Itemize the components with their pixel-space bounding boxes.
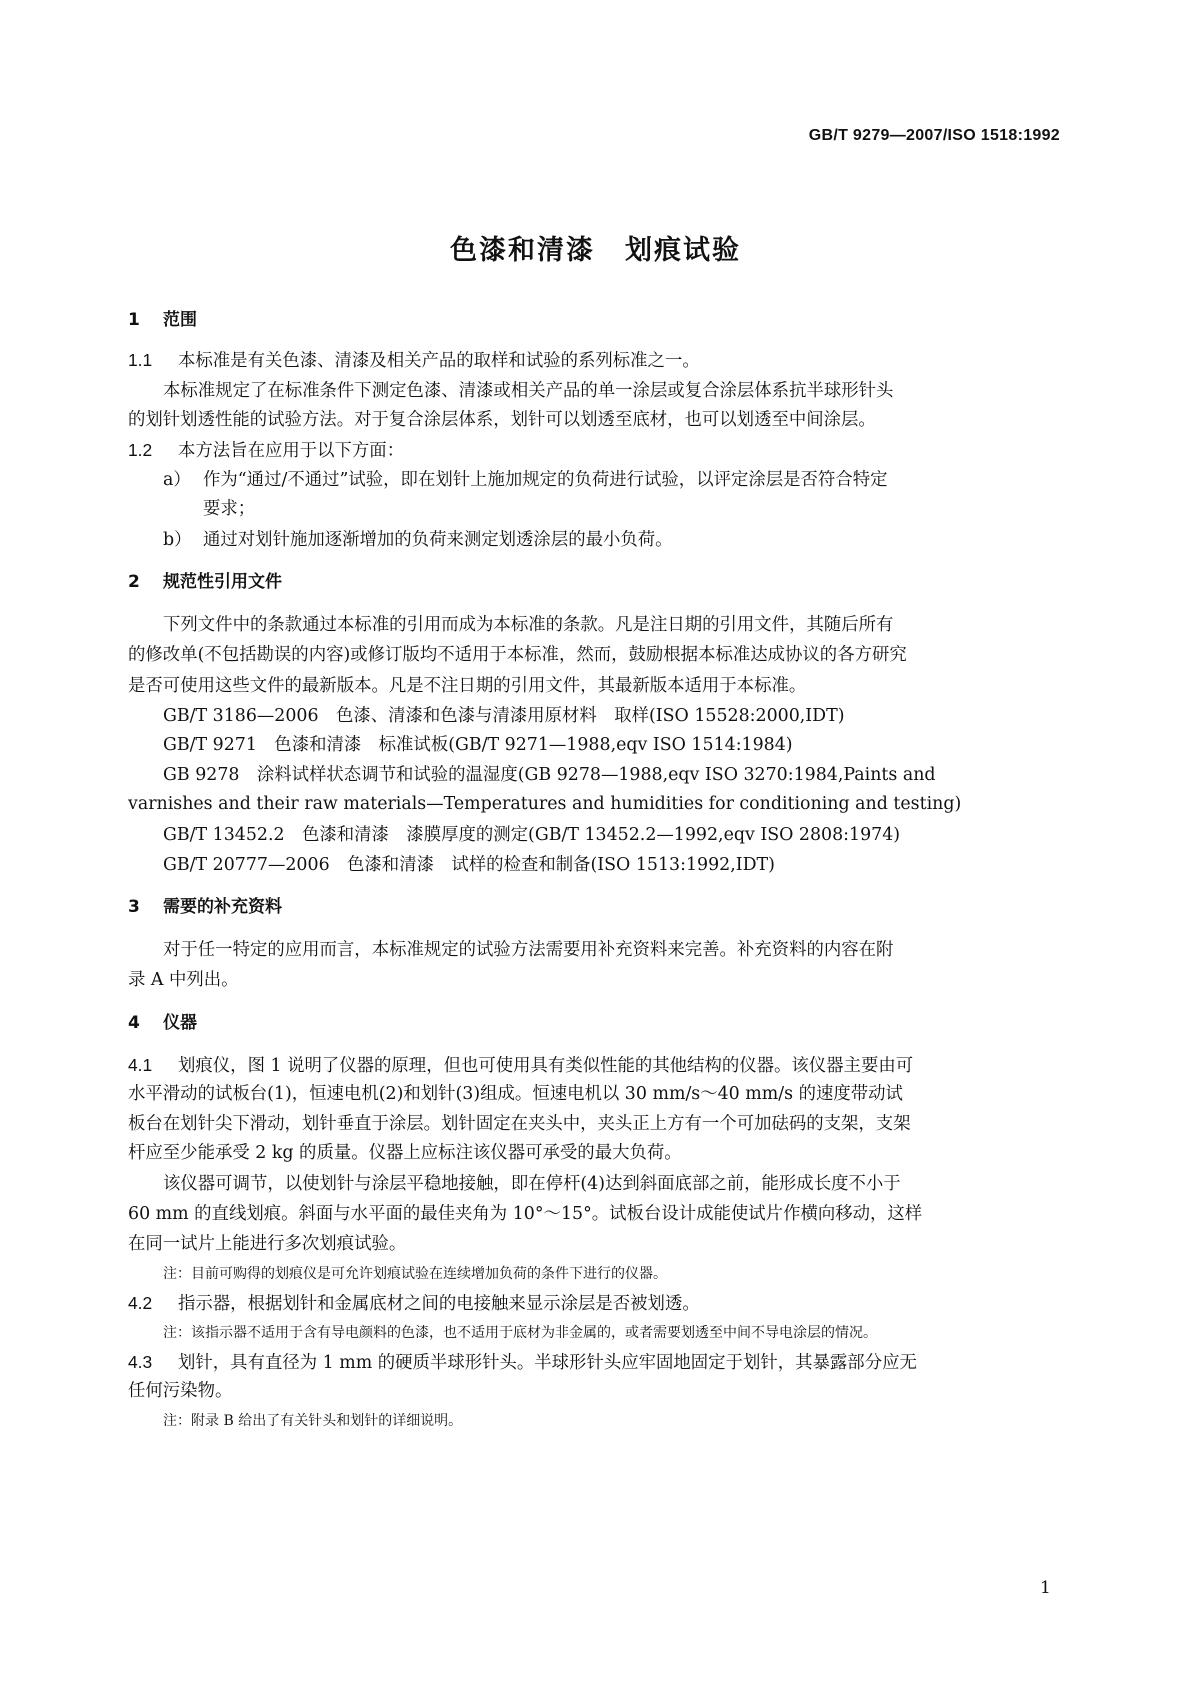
list-item-a (163, 470, 888, 490)
section-number: 4 (128, 1013, 140, 1033)
item-text: 作为“通过/不通过”试验，即在划针上施加规定的负荷进行试验，以评定涂层是否符合特定 (203, 470, 888, 490)
section-title: 规范性引用文件 (163, 572, 282, 592)
note: 注：目前可购得的划痕仪是可允许划痕试验在连续增加负荷的条件下进行的仪器。 (163, 1266, 667, 1282)
document-title (0, 228, 1191, 267)
paragraph-line: 在同一试片上能进行多次划痕试验。 (128, 1234, 407, 1254)
page-number: 1 (1040, 1578, 1051, 1598)
reference-item: GB/T 13452.2 色漆和清漆 漆膜厚度的测定(GB/T 13452.2—1992,eqv ISO 2808:1974) (163, 825, 901, 845)
section-title: 范围 (163, 310, 197, 330)
paragraph-line: 板台在划针尖下滑动，划针垂直于涂层。划针固定在夹头中，夹头正上方有一个可加砝码的支架，支架 (128, 1114, 911, 1134)
title-part1: 色漆和清漆 (450, 235, 595, 266)
paragraph-line: 水平滑动的试板台(1)，恒速电机(2)和划针(3)组成。恒速电机以 30 mm/s～40 mm/s 的速度带动试 (128, 1084, 903, 1104)
paragraph-line: 对于任一特定的应用而言，本标准规定的试验方法需要用补充资料来完善。补充资料的内容在附 (163, 940, 894, 960)
paragraph-line: 的修改单(不包括勘误的内容)或修订版均不适用于本标准，然而，鼓励根据本标准达成协议的各方研究 (128, 645, 907, 665)
reference-item: GB/T 3186—2006 色漆、清漆和色漆与清漆用原材料 取样(ISO 15528:2000,IDT) (163, 706, 845, 726)
section-title: 仪器 (163, 1013, 197, 1033)
clause-number: 4.1 (128, 1055, 153, 1075)
title-part2: 划痕试验 (625, 235, 741, 266)
clause-number: 4.2 (128, 1293, 153, 1313)
reference-item: GB/T 20777—2006 色漆和清漆 试样的检查和制备(ISO 1513:1992,IDT) (163, 855, 775, 875)
section-number: 2 (128, 572, 140, 592)
section-4-heading (128, 1013, 197, 1033)
section-number: 3 (128, 897, 140, 917)
note: 注：附录 B 给出了有关针头和划针的详细说明。 (163, 1413, 463, 1429)
paragraph-line: 60 mm 的直线划痕。斜面与水平面的最佳夹角为 10°～15°。试板台设计成能使试片作横向移动，这样 (128, 1204, 923, 1224)
clause-number: 1.1 (128, 350, 153, 370)
section-1-heading (128, 310, 197, 330)
section-number: 1 (128, 310, 140, 330)
paragraph-line: 下列文件中的条款通过本标准的引用而成为本标准的条款。凡是注日期的引用文件，其随后所有 (163, 615, 894, 635)
standard-code: GB/T 9279—2007/ISO 1518:1992 (808, 127, 1060, 144)
clause-text: 本方法旨在应用于以下方面： (178, 441, 405, 461)
clause-1-1 (128, 350, 700, 371)
clause-1-2 (128, 440, 404, 461)
clause-number: 4.3 (128, 1352, 153, 1372)
section-2-heading (128, 572, 282, 592)
item-marker: a） (163, 470, 191, 490)
paragraph-line: 的划针划透性能的试验方法。对于复合涂层体系，划针可以划透至底材，也可以划透至中间涂层。 (128, 410, 876, 430)
paragraph-line: 录 A 中列出。 (128, 970, 239, 990)
item-marker: b） (163, 530, 192, 550)
reference-item-cont: varnishes and their raw materials—Temperatures and humidities for conditioning and testing) (128, 794, 962, 814)
note: 注：该指示器不适用于含有导电颜料的色漆，也不适用于底材为非金属的，或者需要划透至中间不导电涂层的情况。 (163, 1325, 877, 1341)
reference-item: GB/T 9271 色漆和清漆 标准试板(GB/T 9271—1988,eqv ISO 1514:1984) (163, 735, 793, 755)
paragraph-line: 杆应至少能承受 2 kg 的质量。仪器上应标注该仪器可承受的最大负荷。 (128, 1143, 682, 1163)
clause-text: 本标准是有关色漆、清漆及相关产品的取样和试验的系列标准之一。 (178, 351, 700, 371)
clause-4-1 (128, 1055, 913, 1076)
clause-number: 1.2 (128, 440, 153, 460)
item-text: 通过对划针施加逐渐增加的负荷来测定划透涂层的最小负荷。 (203, 530, 673, 550)
list-item-a-cont: 要求； (203, 499, 256, 519)
clause-4-2 (128, 1293, 700, 1314)
clause-text: 划针，具有直径为 1 mm 的硬质半球形针头。半球形针头应牢固地固定于划针，其暴露部分应无 (178, 1353, 917, 1373)
clause-4-3 (128, 1352, 917, 1373)
paragraph-line: 任何污染物。 (128, 1381, 233, 1401)
paragraph-line: 该仪器可调节，以使划针与涂层平稳地接触，即在停杆(4)达到斜面底部之前，能形成长度不小于 (163, 1174, 901, 1194)
paragraph-line: 本标准规定了在标准条件下测定色漆、清漆或相关产品的单一涂层或复合涂层体系抗半球形针头 (163, 381, 894, 401)
list-item-b (163, 530, 673, 550)
section-3-heading (128, 897, 282, 917)
reference-item: GB 9278 涂料试样状态调节和试验的温湿度(GB 9278—1988,eqv ISO 3270:1984,Paints and (163, 765, 936, 785)
paragraph-line: 是否可使用这些文件的最新版本。凡是不注日期的引用文件，其最新版本适用于本标准。 (128, 676, 807, 696)
clause-text: 指示器，根据划针和金属底材之间的电接触来显示涂层是否被划透。 (178, 1294, 700, 1314)
clause-text: 划痕仪，图 1 说明了仪器的原理，但也可使用具有类似性能的其他结构的仪器。该仪器主要由可 (178, 1056, 914, 1076)
section-title: 需要的补充资料 (163, 897, 282, 917)
